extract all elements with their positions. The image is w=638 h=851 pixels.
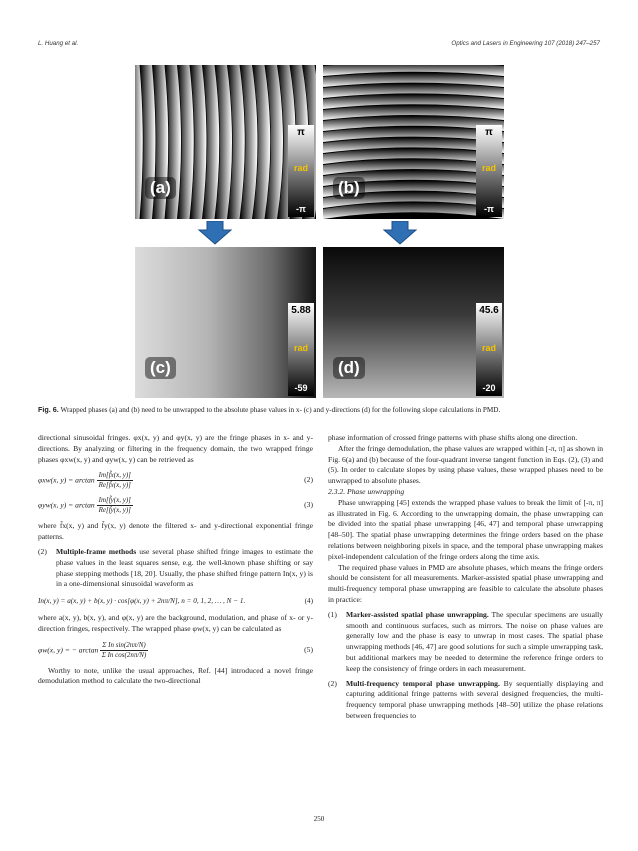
- paragraph: phase information of crossed fringe patterns with phase shifts along one direction.: [328, 433, 578, 442]
- paragraph: Worthy to note, unlike the usual approaches, Ref. [44] introduced a novel fringe demodulation method to calculate the two-directional: [38, 665, 313, 686]
- panel-label-d: (d): [333, 357, 365, 379]
- page-number: 250: [313, 815, 325, 823]
- colorbar-max: π: [485, 127, 493, 138]
- colorbar-max: 5.88: [291, 305, 311, 316]
- list-item-heading: Multi-frequency temporal phase unwrapping.: [346, 678, 500, 688]
- colorbar-min: -59: [294, 383, 308, 393]
- equation-lhs: φxw(x, y) = arctan: [38, 475, 95, 485]
- paragraph: The required phase values in PMD are absolute phases, which means the fringe orders should be consistent for all measurements. Marker-assisted spatial phase unwrapping and multi-frequency temporal phase unwrapping are feasible to calculate the absolute phases in practice:: [328, 562, 603, 604]
- list-item: [328, 679, 603, 722]
- colorbar-b: [476, 125, 502, 217]
- colorbar-unit: rad: [293, 343, 308, 353]
- equation-lhs: φw(x, y) = − arctan: [38, 644, 99, 654]
- equation-number: (5): [304, 644, 313, 654]
- figure-panel-a: [135, 65, 316, 219]
- equation-denominator: Re[f̃x(x, y)]: [98, 481, 131, 490]
- equation-5: [38, 641, 313, 660]
- list-item: [38, 547, 313, 590]
- equation-denominator: Σ In cos(2nπ/N): [101, 650, 147, 659]
- list-item-number: (2): [38, 546, 47, 556]
- colorbar-min: -π: [296, 204, 306, 214]
- list-item-number: (2): [328, 678, 337, 688]
- equation-2: [38, 471, 313, 490]
- list-item-number: (1): [328, 609, 337, 619]
- equation-number: (3): [304, 500, 313, 510]
- left-column: [38, 433, 313, 687]
- colorbar-max: π: [297, 127, 305, 138]
- section-heading: 2.3.2. Phase unwrapping: [328, 486, 405, 496]
- colorbar-unit: rad: [481, 343, 496, 353]
- list-item-heading: Multiple-frame methods: [56, 546, 137, 556]
- colorbar-unit: rad: [293, 163, 308, 173]
- panel-label-b: (b): [333, 177, 365, 199]
- colorbar-d: [476, 303, 502, 396]
- colorbar-max: 45.6: [479, 305, 499, 316]
- equation-denominator: Re[f̃y(x, y)]: [98, 506, 131, 515]
- paragraph: directional sinusoidal fringes. φx(x, y) and φy(x, y) are the fringe phases in x- and y-directions. By analyzing or filtering in the frequency domain, the two wrapped fringe phases φxw(x, y) and φyw(x, y) can be retrieved as: [38, 433, 313, 464]
- colorbar-min: -π: [484, 204, 494, 214]
- equation-lhs: φyw(x, y) = arctan: [38, 500, 95, 510]
- paragraph: Phase unwrapping [45] extends the wrapped phase values to break the limit of [-π, π] as illustrated in Fig. 6. According to the unwrapping domain, the phase unwrapping can be divided into the spatial phase unwrapping [46, 47] and temporal phase unwrapping [48–50]. The spatial phase unwrapping determines the fringe orders based on the phase relations between neighboring pixels in space, and the temporal phase unwrapping makes pixel-independent calculation of the fringe orders along the time axis.: [328, 497, 603, 561]
- paragraph: where f̃x(x, y) and f̃y(x, y) denote the filtered x- and y-directional exponential fringe patterns.: [38, 521, 313, 542]
- figure-caption: [38, 405, 598, 414]
- equation-3: [38, 496, 313, 515]
- figure-panel-b: [323, 65, 504, 219]
- panel-label-a: (a): [145, 177, 176, 199]
- figure-caption-text: Wrapped phases (a) and (b) need to be unwrapped to the absolute phase values in x- (c) and y-directions (d) for the following slope calculations in PMD.: [60, 406, 501, 414]
- right-column: [328, 433, 603, 722]
- paragraph: where a(x, y), b(x, y), and φ(x, y) are the background, modulation, and phase of x- or y-direction fringes, respectively. The wrapped phase φw(x, y) can be calculated as: [38, 612, 313, 633]
- figure-caption-label: Fig. 6.: [38, 405, 59, 414]
- colorbar-unit: rad: [481, 163, 496, 173]
- down-arrow-icon: [197, 221, 233, 245]
- list-item-text: use several phase shifted fringe images to estimate the phase values in the least squares sense, e.g. the well-known phase shifting or say phase stepping methods [18, 20]. Usually, the phase shifted fringe pattern In(x, y) is in a one-dimensional sinusoidal waveform as: [56, 546, 313, 589]
- colorbar-c: [288, 303, 314, 396]
- equation-numerator: Im[f̃y(x, y)]: [98, 496, 131, 505]
- equation-numerator: Σ In sin(2nπ/N): [102, 640, 146, 649]
- list-item: [328, 610, 603, 675]
- equation-numerator: Im[f̃x(x, y)]: [98, 471, 131, 480]
- list-item-text: By sequentially displaying and capturing additional fringe patterns with several designed frequencies, the multi-frequency temporal phase unwrapping methods [48–50] utilize the phase relations between frequencies to: [346, 678, 603, 720]
- paragraph: After the fringe demodulation, the phase values are wrapped within [-π, π] as shown in Fig. 6(a) and (b) because of the four-quadrant inverse tangent function in Eqs. (2), (3) and (5). In order to calculate slopes by using phase values, these wrapped phases need to be unwrapped to absolute phases.: [328, 443, 603, 486]
- running-header-authors: L. Huang et al.: [38, 40, 79, 47]
- figure-panel-c: [135, 247, 316, 398]
- equation-body: In(x, y) = a(x, y) + b(x, y) · cos[φ(x, y) + 2nπ/N], n = 0, 1, 2, … , N − 1.: [38, 597, 246, 606]
- running-header-journal[interactable]: Optics and Lasers in Engineering 107 (2018) 247–257: [451, 40, 600, 47]
- colorbar-min: -20: [482, 383, 496, 393]
- figure-panel-d: [323, 247, 504, 398]
- list-item-heading: Marker-assisted spatial phase unwrapping.: [346, 609, 489, 619]
- down-arrow-icon: [382, 221, 418, 245]
- equation-number: (4): [304, 597, 313, 606]
- equation-number: (2): [304, 475, 313, 485]
- panel-label-c: (c): [145, 357, 176, 379]
- list-item-text: The specular specimens are usually smooth and continuous surfaces, such as mirrors. The noise on phase values are generally low and the phase is easy to unwrap in most cases. The spatial phase unwrapping methods [46, 47] are good solutions for such a simple unwrapping task, but additional markers may be needed to determine the reference fringe orders to keep the consistency of fringe orders in each measurement.: [346, 609, 603, 673]
- colorbar-a: [288, 125, 314, 217]
- equation-4: [38, 596, 313, 607]
